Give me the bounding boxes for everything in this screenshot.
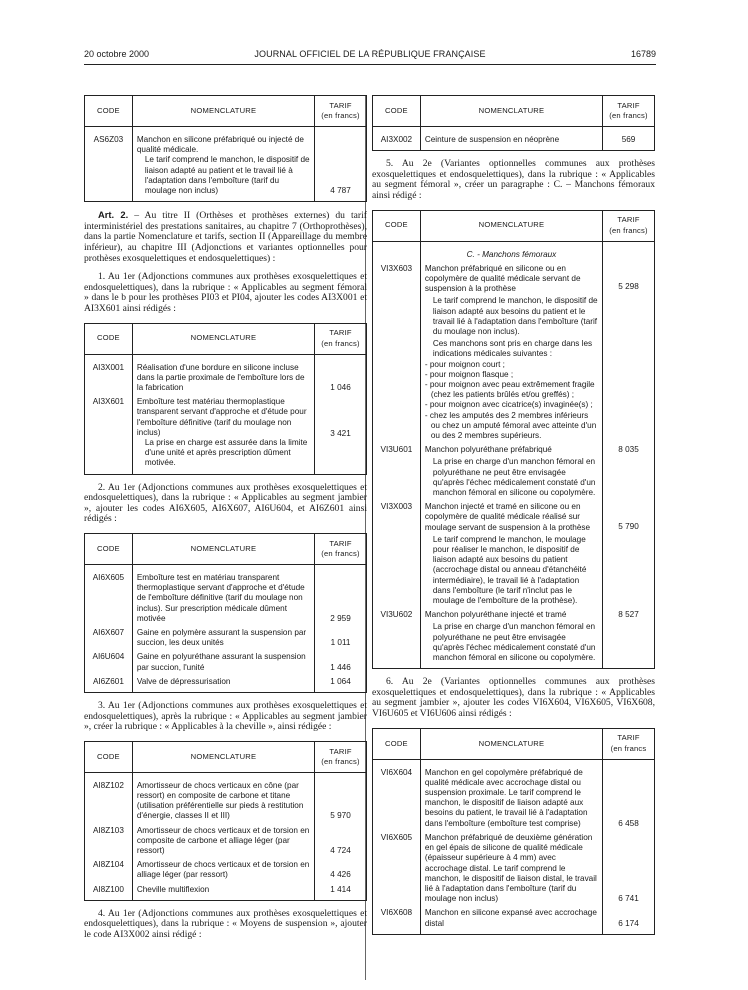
row-tarif: 1 064 — [315, 675, 367, 693]
row-description: C. - Manchons fémoraux Manchon préfabriqué en silicone ou en copolymère de qualité médicale servant de suspension à la prothèse Le tarif comprend le manchon, le dispositif de liaison adapté aux besoins du patient et le travail lié à l'adaptation dans l'emboîture (tarif du moulage non inclus). Ces manchons sont pris en charge dans les indications médicales suivantes : - pour moignon court ; - pour moignon flasque ; - pour moignon avec peau extrêmement fragile (chez les patients brûlés et/ou greffés) ; - pour moignon avec cicatrice(s) invaginée(s) ; - chez les amputés des 2 membres inférieurs ou chez un amputé fémoral avec atteinte d'un ou des 2 membres supérieurs. — [420, 241, 602, 443]
nomenclature-header: NOMENCLATURE — [420, 210, 602, 241]
row-code: AI3X601 — [85, 395, 133, 474]
tarif-header: TARIF (en francs) — [315, 741, 367, 772]
code-header: CODE — [373, 96, 421, 127]
list-item: - chez les amputés des 2 membres inférieurs ou chez un amputé fémoral avec atteinte d'un ou des 2 membres supérieurs. — [424, 410, 597, 441]
row-tarif: 6 458 — [603, 759, 655, 831]
row-code: AI8Z104 — [85, 858, 133, 882]
code-header: CODE — [85, 96, 133, 127]
paragraph-4: 4. Au 1er (Adjonctions communes aux prothèses exosquelettiques et endosquelettiques), dans la rubrique : « Moyens de suspension », ajouter le code AI3X002 ainsi rédigé : — [84, 907, 367, 940]
row-code: AI6Z601 — [85, 675, 133, 693]
tarif-header: TARIF (en francs — [603, 728, 655, 759]
tarif-table-ai3x — [84, 323, 367, 475]
list-item: - pour moignon flasque ; — [424, 369, 514, 379]
header-rule — [84, 64, 656, 65]
table-row — [85, 127, 367, 202]
tarif-table-ai3x002 — [372, 95, 655, 151]
journal-title: JOURNAL OFFICIEL DE LA RÉPUBLIQUE FRANÇAISE — [254, 49, 486, 59]
row-code: AI3X002 — [373, 127, 421, 151]
row-description: Emboîture test matériau thermoplastique transparent servant d'approche et d'étude pour l'emboîture définitive (tarif du moulage non inclus) La prise en charge est assurée dans la limite d'une unité et après prescription dûment motivée. — [132, 395, 314, 474]
row-description: Ceinture de suspension en néoprène — [420, 127, 602, 151]
table-row — [85, 626, 367, 650]
article-2-paragraph: Art. 2. – Au titre II (Orthèses et prothèses externes) du tarif interministériel des prestations sanitaires, au chapitre 7 (Orthoprothèses), dans la partie Nomenclature et tarifs, section II (Appareillage du membre inférieur), au chapitre III (Adjonctions et variantes optionnelles pour prothèses exosquelettiques et endosquelettiques) : — [84, 209, 367, 264]
nomenclature-header: NOMENCLATURE — [132, 533, 314, 564]
row-code: AI8Z103 — [85, 824, 133, 859]
tarif-header: TARIF (en francs) — [315, 96, 367, 127]
nomenclature-header: NOMENCLATURE — [132, 741, 314, 772]
tarif-table-as6z — [84, 95, 367, 202]
table-row — [373, 127, 655, 151]
tarif-header: TARIF (en francs) — [315, 533, 367, 564]
row-tarif: 5 790 — [603, 500, 655, 608]
table-row — [373, 906, 655, 934]
row-description: Gaine en polymère assurant la suspension par succion, les deux unités — [132, 626, 314, 650]
list-item: - pour moignon avec peau extrêmement fragile (chez les patients brûlés et/ou greffés) ; — [424, 380, 595, 400]
row-code: AI6U604 — [85, 650, 133, 674]
table-row — [373, 831, 655, 906]
tarif-table-vi6 — [372, 728, 655, 935]
row-description: Amortisseur de chocs verticaux en cône (par ressort) en composite de carbone et titane (utilisation préférentielle sur pieds à restitution d'énergie, classes II et III) — [132, 772, 314, 823]
table-row — [85, 858, 367, 882]
page-number: 16789 — [630, 49, 656, 59]
row-code: AI8Z100 — [85, 883, 133, 901]
row-description: Gaine en polyuréthane assurant la suspension par succion, l'unité — [132, 650, 314, 674]
code-header: CODE — [373, 210, 421, 241]
table-row — [373, 608, 655, 669]
row-code: VI3X003 — [373, 500, 421, 608]
nomenclature-header: NOMENCLATURE — [420, 728, 602, 759]
left-column — [84, 95, 367, 949]
row-description: Amortisseur de chocs verticaux et de torsion en composite de carbone et alliage léger (par ressort) — [132, 824, 314, 859]
row-tarif: 6 741 — [603, 831, 655, 906]
row-description: Cheville multiflexion — [132, 883, 314, 901]
row-tarif: 4 724 — [315, 824, 367, 859]
table-row — [85, 395, 367, 474]
row-description: Manchon préfabriqué de deuxième génération en gel épais de silicone de qualité médicale (épaisseur supérieure à 4 mm) avec accrochage distal. Le tarif comprend le manchon, le dispositif de liaison distal, le travail lié à l'adaptation dans l'emboîture (tarif du moulage non inclus) — [420, 831, 602, 906]
table-row — [85, 883, 367, 901]
table-row — [85, 824, 367, 859]
page-header — [84, 49, 656, 63]
row-description: Emboîture test en matériau transparent thermoplastique servant d'approche et d'étude de l'emboîture définitive (tarif du moulage non inclus). Sur prescription médicale dûment motivée — [132, 564, 314, 626]
right-column — [372, 95, 655, 935]
nomenclature-header: NOMENCLATURE — [132, 96, 314, 127]
paragraph-1: 1. Au 1er (Adjonctions communes aux prothèses exosquelettiques et endosquelettiques), dans la rubrique : « Applicables au segment fémoral » dans le b pour les prothèses PI03 et PI04, ajouter les codes AI3X001 et AI3X601 ainsi rédigés : — [84, 271, 367, 314]
paragraph-3: 3. Au 1er (Adjonctions communes aux prothèses exosquelettiques et endosquelettiques), après la rubrique : « Applicables au segment jambier », créer la rubrique : « Applicables à la cheville », ainsi rédigée : — [84, 700, 367, 733]
row-description: Manchon en silicone préfabriqué ou injecté de qualité médicale. Le tarif comprend le manchon, le dispositif de liaison adapté au patient et le travail lié à l'adaptation dans l'emboîture (tarif du moulage non inclus) — [132, 127, 314, 202]
tarif-table-vi3 — [372, 210, 655, 670]
row-tarif: 1 446 — [315, 650, 367, 674]
row-tarif: 4 426 — [315, 858, 367, 882]
row-code: VI6X604 — [373, 759, 421, 831]
list-item: - pour moignon court ; — [424, 359, 505, 369]
list-item: - pour moignon avec cicatrice(s) invaginée(s) ; — [424, 400, 593, 410]
table-row — [85, 564, 367, 626]
table-row — [373, 759, 655, 831]
row-code: VI3X603 — [373, 241, 421, 443]
code-header: CODE — [373, 728, 421, 759]
row-description: Manchon injecté et tramé en silicone ou en copolymère de qualité médicale réalisé sur moulage servant de suspension à la prothèse Le tarif comprend le manchon, le moulage pour réaliser le manchon, le dispositif de liaison adapté aux besoins du patient (accrochage distal ou anneau d'étanchéité intermédiaire), le travail lié à l'adaptation dans l'emboîture (le tarif n'inclut pas le moulage de l'emboîture de la prothèse). — [420, 500, 602, 608]
row-description: Manchon en gel copolymère préfabriqué de qualité médicale avec accrochage distal ou suspension proximale. Le tarif comprend le manchon, le dispositif de liaison adapté aux besoins du patient, le travail lié à l'adaptation dans l'emboîture (emboîture test comprise) — [420, 759, 602, 831]
row-tarif: 569 — [603, 127, 655, 151]
row-code: AI3X001 — [85, 354, 133, 395]
row-description: Manchon polyuréthane préfabriqué La prise en charge d'un manchon fémoral en polyuréthane ne peut être envisagée qu'après l'échec médicalement constaté d'un manchon fémoral en silicone ou copolymère. — [420, 443, 602, 500]
code-header: CODE — [85, 533, 133, 564]
row-code: VI6X605 — [373, 831, 421, 906]
nomenclature-header: NOMENCLATURE — [132, 323, 314, 354]
code-header: CODE — [85, 323, 133, 354]
row-code: VI3U602 — [373, 608, 421, 669]
row-code: AI6X607 — [85, 626, 133, 650]
row-tarif: 3 421 — [315, 395, 367, 474]
row-description: Amortisseur de chocs verticaux et de torsion en alliage léger (par ressort) — [132, 858, 314, 882]
row-code: VI6X608 — [373, 906, 421, 934]
tarif-header: TARIF (en francs) — [315, 323, 367, 354]
paragraph-6: 6. Au 2e (Variantes optionnelles communes aux prothèses exosquelettiques et endosquelettiques), dans la rubrique : « Applicables au segment jambier », ajouter les codes VI6X604, VI6X605, VI6X608, VI6U605 et VI6U606 ainsi rédigés : — [372, 676, 655, 720]
tarif-header: TARIF (en francs) — [603, 96, 655, 127]
paragraph-2: 2. Au 1er (Adjonctions communes aux prothèses exosquelettiques et endosquelettiques), dans la rubrique : « Applicables au segment jambier », ajouter les codes AI6X605, AI6X607, AI6U604, et AI6Z601 ainsi rédigés : — [84, 481, 367, 525]
table-row — [85, 650, 367, 674]
row-tarif: 1 414 — [315, 883, 367, 901]
nomenclature-header: NOMENCLATURE — [420, 96, 602, 127]
row-tarif: 1 046 — [315, 354, 367, 395]
row-code: AS6Z03 — [85, 127, 133, 202]
row-tarif: 6 174 — [603, 906, 655, 934]
table-row — [85, 354, 367, 395]
row-description: Manchon polyuréthane injecté et tramé La prise en charge d'un manchon fémoral en polyuréthane ne peut être envisagée qu'après l'échec médicalement constaté d'un manchon fémoral en silicone ou copolymère. — [420, 608, 602, 669]
row-description: Manchon en silicone expansé avec accrochage distal — [420, 906, 602, 934]
paragraph-5: 5. Au 2e (Variantes optionnelles communes aux prothèses exosquelettiques et endosquelettiques), dans la rubrique : « Applicables au segment fémoral », créer un paragraphe : C. – Manchons fémoraux ainsi rédigé : — [372, 158, 655, 201]
row-description: Réalisation d'une bordure en silicone incluse dans la partie proximale de l'emboîture lors de la fabrication — [132, 354, 314, 395]
table-row — [373, 443, 655, 500]
section-subheading: C. - Manchons fémoraux — [466, 249, 557, 259]
row-tarif: 2 959 — [315, 564, 367, 626]
row-tarif: 4 787 — [315, 127, 367, 202]
table-row — [373, 241, 655, 443]
row-code: AI6X605 — [85, 564, 133, 626]
row-description: Valve de dépressurisation — [132, 675, 314, 693]
issue-date: 20 octobre 2000 — [84, 49, 150, 59]
table-row — [85, 772, 367, 823]
row-tarif: 8 035 — [603, 443, 655, 500]
row-tarif: 1 011 — [315, 626, 367, 650]
row-code: AI8Z102 — [85, 772, 133, 823]
row-tarif: 8 527 — [603, 608, 655, 669]
row-tarif: 5 970 — [315, 772, 367, 823]
code-header: CODE — [85, 741, 133, 772]
table-row — [85, 675, 367, 693]
row-code: VI3U601 — [373, 443, 421, 500]
tarif-header: TARIF (en francs) — [603, 210, 655, 241]
tarif-table-ai8 — [84, 741, 367, 901]
row-tarif: 5 298 — [603, 241, 655, 443]
tarif-table-ai6 — [84, 533, 367, 693]
table-row — [373, 500, 655, 608]
